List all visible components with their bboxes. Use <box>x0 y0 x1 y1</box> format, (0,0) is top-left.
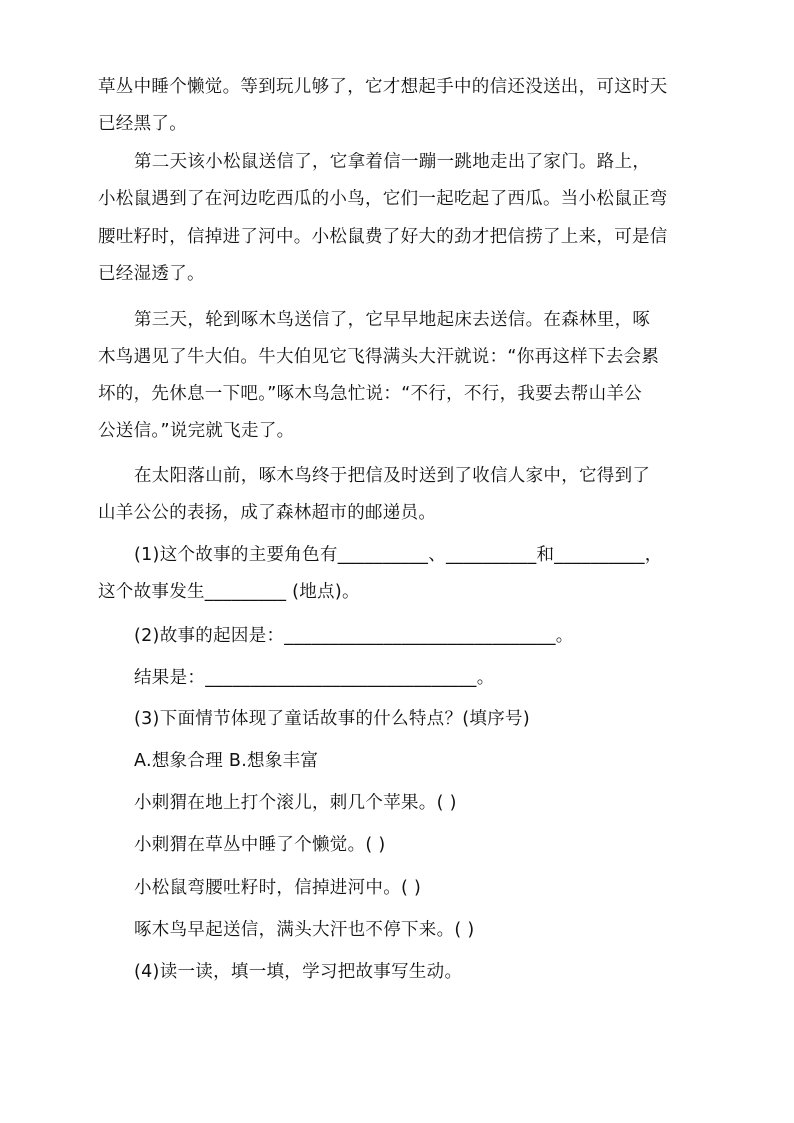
story-line: 已经黑了。 <box>98 114 187 134</box>
question-4-title: (4)读一读，填一填，学习把故事写生动。 <box>134 962 463 982</box>
question-3-options: A.想象合理 B.想象丰富 <box>134 751 319 771</box>
story-line: 草丛中睡个懒觉。等到玩儿够了，它才想起手中的信还没送出，可这时天 <box>98 77 668 97</box>
question-3-item: 小刺猬在地上打个滚儿，刺几个苹果。( ) <box>134 793 457 813</box>
question-1-cont: 这个故事发生_________ (地点)。 <box>98 582 360 602</box>
story-line: 腰吐籽时，信掉进了河中。小松鼠费了好大的劲才把信捞了上来，可是信 <box>98 227 668 247</box>
story-line: 第二天该小松鼠送信了，它拿着信一蹦一跳地走出了家门。路上， <box>134 152 651 172</box>
question-1: (1)这个故事的主要角色有__________、__________和__________， <box>134 545 663 565</box>
story-line: 山羊公公的表扬，成了森林超市的邮递员。 <box>98 503 437 523</box>
question-3-item: 小刺猬在草丛中睡了个懒觉。( ) <box>134 835 386 855</box>
question-2-result: 结果是：______________________________。 <box>134 668 495 688</box>
story-line: 第三天，轮到啄木鸟送信了，它早早地起床去送信。在森林里，啄 <box>134 310 651 330</box>
story-line: 坏的，先休息一下吧。”啄木鸟急忙说：“不行，不行，我要去帮山羊公 <box>98 384 642 404</box>
question-3-item: 啄木鸟早起送信，满头大汗也不停下来。( ) <box>134 920 475 940</box>
question-2: (2)故事的起因是：______________________________。 <box>134 626 574 646</box>
story-line: 公送信。”说完就飞走了。 <box>98 421 295 441</box>
story-line: 已经湿透了。 <box>98 264 205 284</box>
story-line: 木鸟遇见了牛大伯。牛大伯见它飞得满头大汗就说：“你再这样下去会累 <box>98 347 660 367</box>
story-line: 在太阳落山前，啄木鸟终于把信及时送到了收信人家中，它得到了 <box>134 466 651 486</box>
story-line: 小松鼠遇到了在河边吃西瓜的小鸟，它们一起吃起了西瓜。当小松鼠正弯 <box>98 189 668 209</box>
question-3-title: (3)下面情节体现了童话故事的什么特点？(填序号) <box>134 709 530 729</box>
question-3-item: 小松鼠弯腰吐籽时，信掉进河中。( ) <box>134 878 422 898</box>
